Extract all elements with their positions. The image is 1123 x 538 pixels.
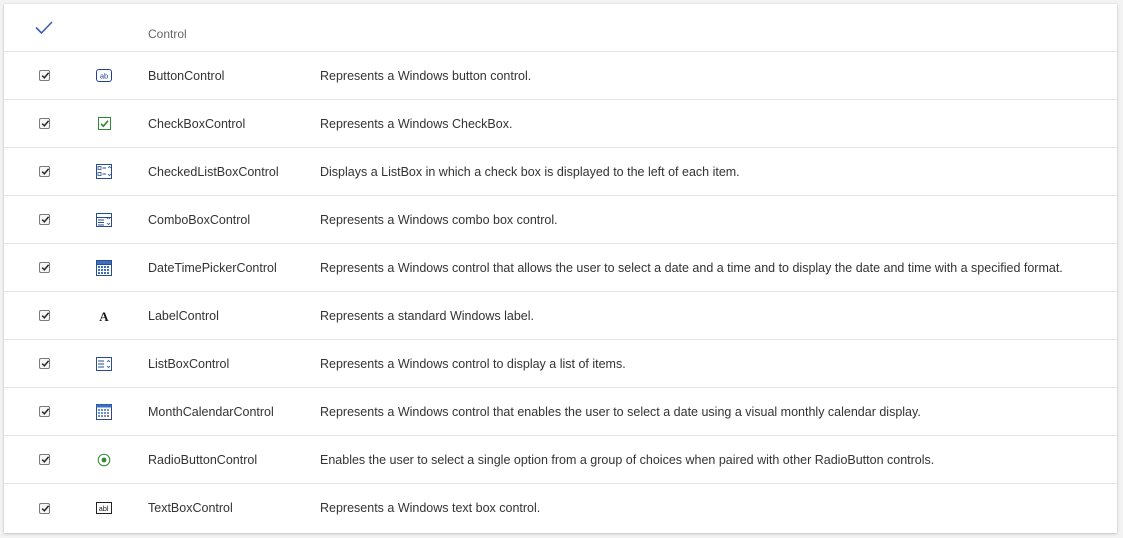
control-name: LabelControl	[148, 308, 219, 323]
row-checkbox[interactable]	[39, 214, 50, 225]
table-row[interactable]	[4, 292, 1117, 340]
control-name: CheckBoxControl	[148, 116, 246, 131]
column-header-control[interactable]: Control	[148, 26, 187, 41]
checkbox-icon	[98, 117, 111, 130]
control-icon-cell	[92, 436, 116, 483]
control-name: MonthCalendarControl	[148, 404, 274, 419]
control-description: Represents a standard Windows label.	[320, 308, 535, 323]
control-icon-cell	[92, 340, 116, 387]
table-header	[4, 4, 1117, 52]
control-description: Represents a Windows control that allows the user to select a date and a time and to display the date and time with a specified format.	[320, 260, 1063, 275]
table-row[interactable]	[4, 52, 1117, 100]
row-select-cell[interactable]	[32, 244, 56, 291]
row-select-cell[interactable]	[32, 484, 56, 532]
control-icon-cell	[92, 52, 116, 99]
row-checkbox[interactable]	[39, 454, 50, 465]
control-description: Enables the user to select a single option from a group of choices when paired with other RadioButton controls.	[320, 452, 935, 467]
controls-table	[4, 4, 1117, 533]
control-icon-cell	[92, 388, 116, 435]
datetime-picker-icon	[96, 260, 112, 276]
month-calendar-icon	[96, 404, 112, 420]
table-row[interactable]	[4, 100, 1117, 148]
control-icon-cell	[92, 244, 116, 291]
row-select-cell[interactable]	[32, 388, 56, 435]
row-select-cell[interactable]	[32, 52, 56, 99]
row-checkbox[interactable]	[39, 358, 50, 369]
radio-button-icon	[97, 453, 111, 467]
row-checkbox[interactable]	[39, 166, 50, 177]
row-select-cell[interactable]	[32, 292, 56, 339]
table-row[interactable]	[4, 244, 1117, 292]
control-icon-cell	[92, 196, 116, 243]
row-checkbox[interactable]	[39, 70, 50, 81]
table-row[interactable]	[4, 388, 1117, 436]
svg-text:abl: abl	[98, 503, 109, 513]
control-icon-cell	[92, 484, 116, 532]
control-description: Represents a Windows button control.	[320, 68, 532, 83]
control-icon-cell	[92, 148, 116, 195]
row-checkbox[interactable]	[39, 310, 50, 321]
control-name: DateTimePickerControl	[148, 260, 277, 275]
row-checkbox[interactable]	[39, 118, 50, 129]
select-all-toggle[interactable]	[32, 4, 56, 51]
control-description: Represents a Windows text box control.	[320, 501, 541, 515]
row-checkbox[interactable]	[39, 503, 50, 514]
textbox-icon	[96, 502, 112, 514]
row-select-cell[interactable]	[32, 100, 56, 147]
table-body	[4, 52, 1117, 532]
listbox-icon	[96, 357, 112, 371]
label-icon	[97, 309, 111, 323]
control-icon-cell	[92, 292, 116, 339]
table-row[interactable]	[4, 436, 1117, 484]
button-icon	[96, 69, 112, 82]
svg-text:A: A	[99, 308, 109, 323]
control-name: ButtonControl	[148, 68, 225, 83]
row-checkbox[interactable]	[39, 262, 50, 273]
checkmark-icon[interactable]	[35, 21, 53, 35]
row-select-cell[interactable]	[32, 340, 56, 387]
control-description: Represents a Windows control that enables the user to select a date using a visual monthly calendar display.	[320, 404, 921, 419]
control-description: Represents a Windows combo box control.	[320, 212, 558, 227]
checked-listbox-icon	[96, 164, 112, 179]
control-description: Represents a Windows CheckBox.	[320, 116, 513, 131]
row-select-cell[interactable]	[32, 436, 56, 483]
combobox-icon	[96, 213, 112, 227]
table-row[interactable]	[4, 196, 1117, 244]
control-description: Displays a ListBox in which a check box is displayed to the left of each item.	[320, 164, 740, 179]
row-checkbox[interactable]	[39, 406, 50, 417]
table-row[interactable]	[4, 340, 1117, 388]
table-row[interactable]	[4, 484, 1117, 532]
control-name: ComboBoxControl	[148, 212, 251, 227]
row-select-cell[interactable]	[32, 148, 56, 195]
control-name: TextBoxControl	[148, 501, 233, 515]
control-name: RadioButtonControl	[148, 452, 258, 467]
svg-text:ab: ab	[99, 71, 109, 81]
table-row[interactable]	[4, 148, 1117, 196]
row-select-cell[interactable]	[32, 196, 56, 243]
control-name: CheckedListBoxControl	[148, 164, 279, 179]
control-description: Represents a Windows control to display a list of items.	[320, 356, 626, 371]
control-icon-cell	[92, 100, 116, 147]
control-name: ListBoxControl	[148, 356, 230, 371]
